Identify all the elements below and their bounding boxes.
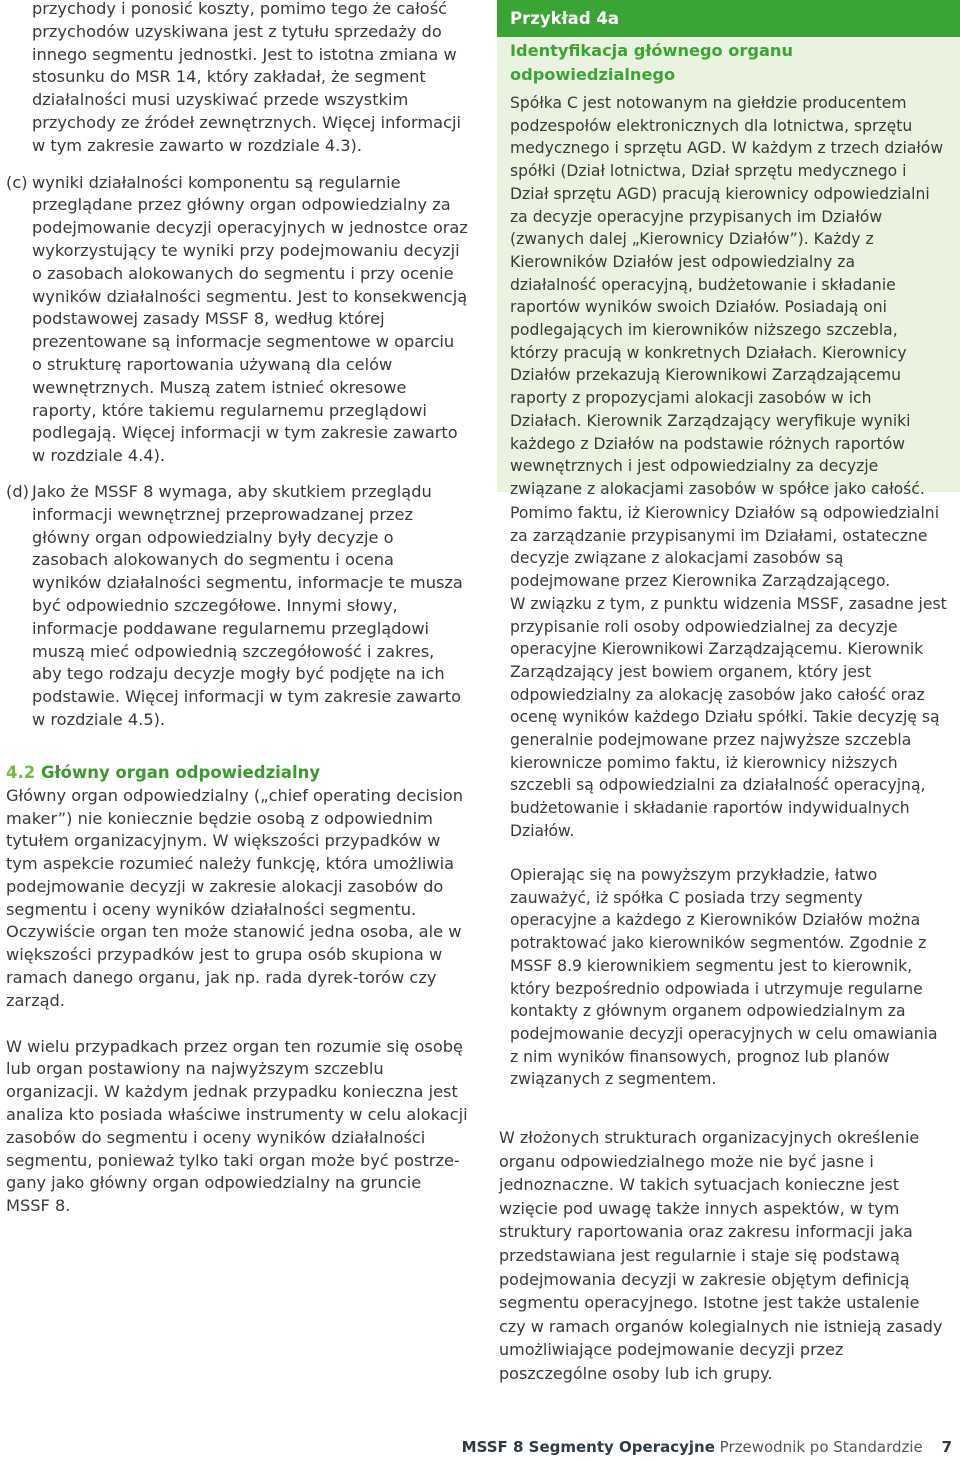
page-footer [462, 1437, 952, 1457]
example-paragraph: W związku z tym, z punktu widzenia MSSF, zasadne jest przypisanie roli osoby odpowiedzialnej za decyzje operacyjne Kierownikowi Zarządzającemu. Kierownik Zarządzający jest bowiem organem, który jest odpowiedzialny za alokację zasobów jako całość oraz ocenę wyników każdego Działu spółki. Takie decyzję są generalnie podejmowane przez najwyższe szczebla kierownicze pomimo faktu, iż kierownicy niższych szczebli są odpowiedzialni za działalność operacyjną, budżetowanie i składanie raportów indywidualnych Działów. [510, 594, 947, 840]
footer-subtitle: Przewodnik po Standardzie [719, 1438, 923, 1456]
example-continuation [510, 502, 950, 843]
list-item-label: (d) [6, 481, 29, 501]
footer-title: MSSF 8 Segmenty Operacyjne [461, 1438, 715, 1456]
list-item-text: wyniki działalności komponentu są regularnie przeglądane przez główny organ odpowiedzialny za podejmowanie decyzji operacyjnych w jednostce oraz wykorzystujący te wyniki przy podejmowaniu decyzji o zasobach alokowanych do segmentu i przy ocenie wyników działalności segmentu. Jest to konsekwencją podstawowej zasady MSSF 8, według której prezentowane są informacje segmentowe w oparciu o strukturę raportowania używaną dla celów wewnętrznych. Muszą zatem istnieć okresowe raporty, które takiemu regularnemu przeglądowi podlegają. Więcej informacji w tym zakresie zawarto w rozdziale 4.4). [32, 172, 468, 466]
list-item-text: Jako że MSSF 8 wymaga, aby skutkiem przeglądu informacji wewnętrznej przeprowadzanej przez główny organ odpowiedzialny były decyzje o zasobach alokowanych do segmentu i ocena wyników działalności segmentu, informacje te musza być odpowiednio szczegółowe. Innymi słowy, informacje poddawane regularnemu przeglądowi muszą mieć odpowiednią szczegółowość i zakres, aby tego rodzaju decyzje mogły być podjęte na ich podstawie. Więcej informacji w tym zakresie zawarto w rozdziale 4.5). [32, 481, 463, 729]
list-item-d [6, 481, 468, 732]
example-conclusion [510, 864, 950, 1091]
left-column [6, 0, 468, 1218]
example-subtitle: Identyfikacja głównego organu odpowiedzialnego [510, 41, 793, 84]
example-box [497, 0, 960, 498]
section-paragraph: W wielu przypadkach przez organ ten rozumie się osobę lub organ postawiony na najwyższym szczeblu organizacji. W każdym jednak przypadku konieczna jest analiza kto posiada właściwe instrumenty w celu alokacji zasobów do segmentu i oceny wyników działalności segmentu, ponieważ tylko taki organ może być postrze-gany jako główny organ odpowiedzialny na gruncie MSSF 8. [6, 1036, 468, 1216]
list-item-c [6, 172, 468, 468]
example-body [497, 37, 960, 501]
list-item-label: (c) [6, 172, 28, 192]
example-paragraph: Pomimo faktu, iż Kierownicy Działów są odpowiedzialni za zarządzanie przypisanymi im Działami, ostateczne decyzje związane z alokacjami zasobów są podejmowane przez Kierownika Zarządzającego. [510, 504, 940, 591]
intro-paragraph: przychody i ponosić koszty, pomimo tego że całość przychodów uzyskiwana jest z tytułu sprzedaży do innego segmentu jednostki. Jest to istotna zmiana w stosunku do MSR 14, który zakładał, że segment działalności musi uzyskiwać przede wszystkim przychody ze źródeł zewnętrznych. Więcej informacji w tym zakresie zawarto w rozdziale 4.3). [32, 0, 461, 155]
section-title: Główny organ odpowiedzialny [40, 762, 321, 782]
example-title: Przykład 4a [497, 0, 960, 37]
closing-paragraph-block [499, 1126, 951, 1386]
section-heading [6, 761, 468, 784]
page-number: 7 [941, 1438, 952, 1456]
section-number: 4.2 [6, 762, 36, 782]
example-paragraph: Spółka C jest notowanym na giełdzie producentem podzespołów elektronicznych dla lotnictwa, sprzętu medycznego i sprzętu AGD. W każdym z trzech działów spółki (Dział lotnictwa, Dział sprzętu medycznego i Dział sprzętu AGD) pracują kierownicy odpowiedzialni za decyzje operacyjne przypisanych im Działów (zwanych dalej „Kierownicy Działów”). Każdy z Kierowników Działów jest odpowiedzialny za działalność operacyjną, budżetowanie i składanie raportów wyników swoich Działów. Posiadają oni podlegających im kierowników niższego szczebla, którzy pracują w konkretnych Działach. Kierownicy Działów przekazują Kierownikowi Zarządzającemu raporty z propozycjami alokacji zasobów w ich Działach. Kierownik Zarządzający weryfikuje wyniki każdego z Działów na podstawie różnych raportów wewnętrznych i jest odpowiedzialny za decyzje związane z alokacjami zasobów w spółce jako całość. [510, 94, 944, 498]
section-paragraph: Główny organ odpowiedzialny („chief operating decision maker”) nie koniecznie będzie osobą z odpowiednim tytułem organizacyjnym. W większości przypadków w tym aspekcie rozumieć należy funkcję, która umożliwia podejmowanie decyzji w zakresie alokacji zasobów do segmentu i oceny wyników działalności segmentu. Oczywiście organ ten może stanowić jedna osoba, ale w większości przypadków jest to grupa osób skupiona w ramach danego organu, jak np. rada dyrek-torów czy zarząd. [6, 785, 463, 1010]
closing-paragraph: W złożonych strukturach organizacyjnych określenie organu odpowiedzialnego może nie być jasne i jednoznaczne. W takich sytuacjach konieczne jest wzięcie pod uwagę także innych aspektów, w tym struktury raportowania oraz zakresu informacji jaka przedstawiana jest regularnie i staje się podstawą podejmowania decyzji w zakresie objętym definicją segmentu operacyjnego. Istotne jest także ustalenie czy w ramach organów kolegialnych nie istnieją zasady umożliwiające podejmowanie decyzji przez poszczególne osoby lub ich grupy. [499, 1128, 943, 1383]
example-paragraph: Opierając się na powyższym przykładzie, łatwo zauważyć, iż spółka C posiada trzy segmenty operacyjne a każdego z Kierowników Działów można potraktować jako kierowników segmentów. Zgodnie z MSSF 8.9 kierownikiem segmentu jest to kierownik, który bezpośrednio odpowiada i utrzymuje regularne kontakty z głównym organem odpowiedzialnym za podejmowanie decyzji operacyjnych w celu omawiania z nim wyników finansowych, prognoz lub planów związanych z segmentem. [510, 866, 938, 1089]
